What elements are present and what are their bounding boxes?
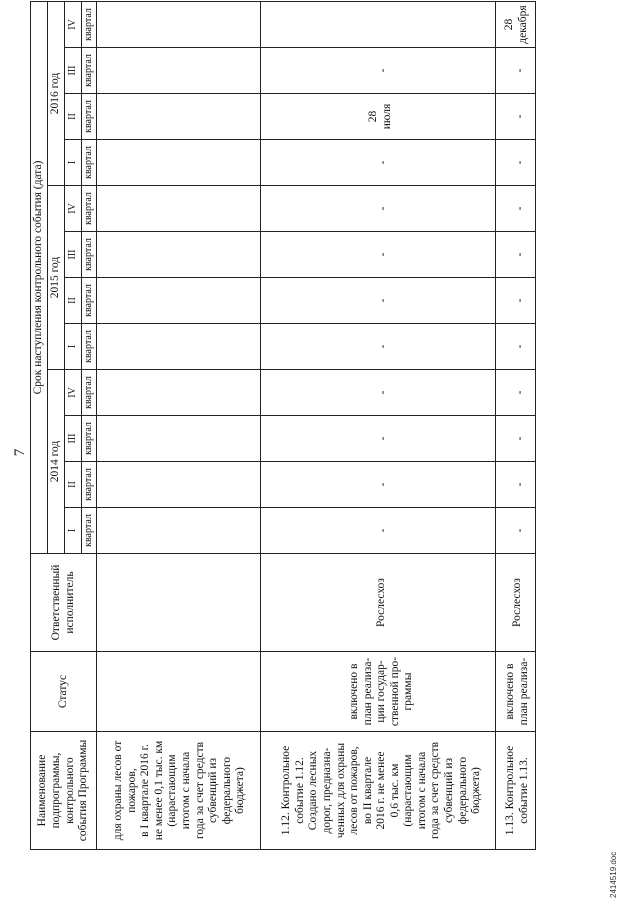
header-dates: Срок наступления контрольного события (дата) — [31, 2, 48, 554]
header-year-2014: 2014 год — [48, 370, 65, 554]
date-cell: - — [261, 416, 496, 462]
quarter-number: II — [65, 278, 82, 324]
quarter-word: квартал — [82, 94, 97, 140]
footer-filename: 2414519.doc — [609, 851, 618, 898]
date-cell: - — [261, 232, 496, 278]
date-cell: - — [496, 278, 536, 324]
date-cell: - — [496, 462, 536, 508]
date-cell — [97, 94, 261, 140]
date-cell — [97, 324, 261, 370]
quarter-word: квартал — [82, 462, 97, 508]
date-cell — [97, 2, 261, 48]
header-year-2016: 2016 год — [48, 2, 65, 186]
date-cell — [261, 2, 496, 48]
control-events-table — [30, 1, 536, 850]
table-row — [97, 2, 261, 850]
date-cell — [97, 48, 261, 94]
quarter-word: квартал — [82, 232, 97, 278]
event-name: 1.12. Контрольное событие 1.12. Создано лесных дорог, предназна- ченных для охраны лесов от пожаров, во II квартале 2016 г. не менее 0,6 тыс. км (нарастающим итогом с начала года за счет средств субвенций из федерального бюджета) — [261, 732, 496, 850]
date-cell: - — [496, 94, 536, 140]
quarter-number: II — [65, 462, 82, 508]
date-cell: - — [261, 324, 496, 370]
event-status: включено в план реализа- ции государ- ственной про- граммы — [261, 652, 496, 732]
date-cell: 28 июля — [261, 94, 496, 140]
date-cell: - — [496, 508, 536, 554]
quarter-number: I — [65, 140, 82, 186]
header-executor: Ответственный исполнитель — [31, 554, 97, 652]
date-cell: - — [496, 416, 536, 462]
date-cell — [97, 186, 261, 232]
quarter-word: квартал — [82, 324, 97, 370]
table-row — [261, 2, 496, 850]
date-cell — [97, 462, 261, 508]
table-row — [496, 2, 536, 850]
quarter-word: квартал — [82, 370, 97, 416]
quarter-word: квартал — [82, 416, 97, 462]
event-executor: Рослесхоз — [496, 554, 536, 652]
quarter-number: I — [65, 324, 82, 370]
date-cell: - — [261, 462, 496, 508]
date-cell: - — [261, 508, 496, 554]
date-cell: - — [261, 278, 496, 324]
date-cell — [97, 140, 261, 186]
date-cell: - — [261, 186, 496, 232]
date-cell — [97, 278, 261, 324]
quarter-number: I — [65, 508, 82, 554]
event-status — [97, 652, 261, 732]
event-executor — [97, 554, 261, 652]
event-name: 1.13. Контрольное событие 1.13. — [496, 732, 536, 850]
date-cell: - — [496, 48, 536, 94]
quarter-number: II — [65, 94, 82, 140]
quarter-number: III — [65, 232, 82, 278]
date-cell: - — [496, 324, 536, 370]
header-name: Наименование подпрограммы, контрольного события Программы — [31, 732, 97, 850]
event-status: включено в план реализа- — [496, 652, 536, 732]
quarter-word: квартал — [82, 48, 97, 94]
date-cell: - — [496, 186, 536, 232]
event-executor: Рослесхоз — [261, 554, 496, 652]
date-cell: - — [496, 370, 536, 416]
date-cell — [97, 416, 261, 462]
date-cell: - — [261, 370, 496, 416]
event-name: для охраны лесов от пожаров, в I квартале 2016 г. не менее 0,1 тыс. км (нарастающим итогом с начала года за счет средств субвенций из федерального бюджета) — [97, 732, 261, 850]
page-number: 7 — [12, 448, 28, 457]
quarter-number: IV — [65, 2, 82, 48]
quarter-word: квартал — [82, 278, 97, 324]
date-cell: - — [496, 232, 536, 278]
date-cell — [97, 232, 261, 278]
date-cell — [97, 508, 261, 554]
quarter-number: IV — [65, 186, 82, 232]
quarter-word: квартал — [82, 186, 97, 232]
header-status: Статус — [31, 652, 97, 732]
quarter-word: квартал — [82, 2, 97, 48]
date-cell: - — [496, 140, 536, 186]
quarter-word: квартал — [82, 140, 97, 186]
quarter-number: IV — [65, 370, 82, 416]
date-cell: 28 декабря — [496, 2, 536, 48]
quarter-number: III — [65, 48, 82, 94]
date-cell — [97, 370, 261, 416]
date-cell: - — [261, 48, 496, 94]
quarter-number: III — [65, 416, 82, 462]
header-year-2015: 2015 год — [48, 186, 65, 370]
date-cell: - — [261, 140, 496, 186]
quarter-word: квартал — [82, 508, 97, 554]
